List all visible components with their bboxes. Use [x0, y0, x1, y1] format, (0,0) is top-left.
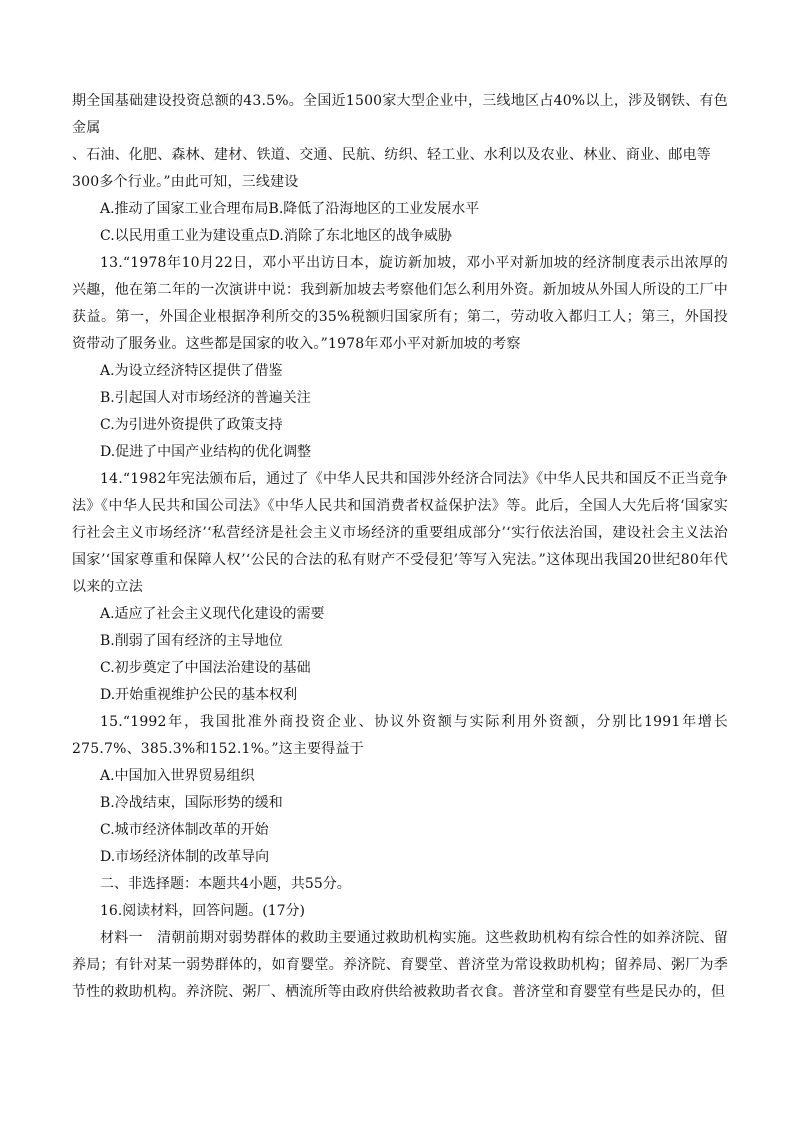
section-2-heading: 二、非选择题：本题共4小题，共55分。 — [100, 876, 351, 892]
q13-option-b: B.引起国人对市场经济的普遍关注 — [100, 390, 311, 406]
q15-stem: 15.“1992年，我国批准外商投资企业、协议外资额与实际利用外资额，分别比1991年增长275.7%、385.3%和152.1%。”这主要得益于 — [72, 714, 728, 757]
intro-line-3: 300多个行业。”由此可知，三线建设 — [72, 174, 299, 190]
q15-option-a: A.中国加入世界贸易组织 — [100, 768, 255, 784]
q14-option-d: D.开始重视维护公民的基本权利 — [100, 687, 298, 703]
q14-option-a: A.适应了社会主义现代化建设的需要 — [100, 606, 325, 622]
q15-option-b: B.冷战结束，国际形势的缓和 — [100, 795, 283, 811]
q15-option-c: C.城市经济体制改革的开始 — [100, 822, 269, 838]
intro-line-2: 、石油、化肥、森林、建材、铁道、交通、民航、纺织、轻工业、水利以及农业、林业、商业、邮电等 — [72, 147, 711, 163]
q13-option-c: C.为引进外资提供了政策支持 — [100, 417, 283, 433]
document-page — [72, 88, 728, 1006]
q13-option-a: A.为设立经济特区提供了借鉴 — [100, 363, 283, 379]
q15-option-d: D.市场经济体制的改革导向 — [100, 849, 270, 865]
q16-material-1: 材料一 清朝前期对弱势群体的救助主要通过救助机构实施。这些救助机构有综合性的如养济院、留养局；有针对某一弱势群体的，如育婴堂。养济院、育婴堂、普济堂为常设救助机构；留养局、粥厂为季节性的救助机构。养济院、粥厂、栖流所等由政府供给被救助者衣食。普济堂和育婴堂有些是民办的，但 — [72, 930, 728, 1000]
intro-line-1: 期全国基础建设投资总额的43.5%。全国近1500家大型企业中，三线地区占40%以上，涉及钢铁、有色金属 — [72, 93, 728, 136]
q14-stem: 14.“1982年宪法颁布后，通过了《中华人民共和国涉外经济合同法》《中华人民共和国反不正当竞争法》《中华人民共和国公司法》《中华人民共和国消费者权益保护法》等。此后，全国人大先后将‘国家实行社会主义市场经济’‘私营经济是社会主义市场经济的重要组成部分’‘实行依法治国，建设社会主义法治国家’‘国家尊重和保障人权’‘公民的合法的私有财产不受侵犯’等写入宪法。”这体现出我国20世纪80年代以来的立法 — [72, 471, 728, 595]
q14-option-c: C.初步奠定了中国法治建设的基础 — [100, 660, 311, 676]
q13-stem: 13.“1978年10月22日，邓小平出访日本，旋访新加坡，邓小平对新加坡的经济制度表示出浓厚的兴趣，他在第二年的一次演讲中说：我到新加坡去考察他们怎么利用外资。新加坡从外国人所设的工厂中获益。第一，外国企业根据净利所交的35%税额归国家所有；第二，劳动收入都归工人；第三，外国投资带动了服务业。这些都是国家的收入。”1978年邓小平对新加坡的考察 — [72, 255, 728, 352]
q12-option-cd: C.以民用重工业为建设重点D.消除了东北地区的战争威胁 — [100, 228, 452, 244]
q12-option-ab: A.推动了国家工业合理布局B.降低了沿海地区的工业发展水平 — [100, 201, 480, 217]
q13-option-d: D.促进了中国产业结构的优化调整 — [100, 444, 312, 460]
q14-option-b: B.削弱了国有经济的主导地位 — [100, 633, 283, 649]
q16-stem: 16.阅读材料，回答问题。(17分) — [100, 903, 306, 919]
